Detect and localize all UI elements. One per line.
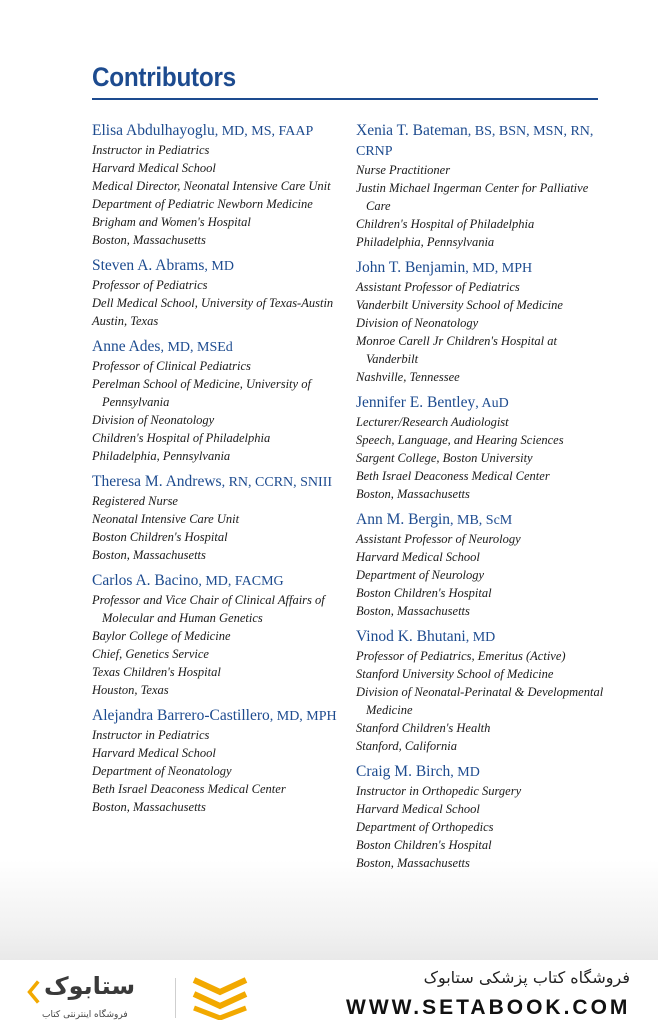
affiliation-line: Assistant Professor of Neurology xyxy=(356,532,521,546)
affiliation-line: Austin, Texas xyxy=(92,314,159,328)
contributor-entry xyxy=(92,337,342,465)
contributor-credentials: , AuD xyxy=(475,396,509,411)
affiliation-line: Children's Hospital of Philadelphia xyxy=(92,431,271,445)
affiliation-line: Department of Orthopedics xyxy=(356,820,494,834)
affiliation-line: Professor of Clinical Pediatrics xyxy=(92,359,251,373)
contributor-name xyxy=(92,337,342,357)
affiliation-line: Philadelphia, Pennsylvania xyxy=(356,235,495,249)
contributor-entry xyxy=(356,258,606,386)
contributor-entry xyxy=(356,121,606,251)
affiliation-line: Boston Children's Hospital xyxy=(356,586,492,600)
divider xyxy=(175,978,176,1018)
affiliation-line: Beth Israel Deaconess Medical Center xyxy=(356,469,550,483)
affiliation-line: Houston, Texas xyxy=(92,683,169,697)
affiliation-line: Nashville, Tennessee xyxy=(356,370,460,384)
affiliation-line: Boston, Massachusetts xyxy=(92,800,206,814)
affiliation-line: Lecturer/Research Audiologist xyxy=(356,415,509,429)
contributor-name xyxy=(92,706,342,726)
contributors-left-column xyxy=(92,121,342,823)
affiliation-line: Instructor in Pediatrics xyxy=(92,143,210,157)
store-url[interactable]: WWW.SETABOOK.COM xyxy=(346,996,631,1019)
contributor-entry xyxy=(356,510,606,620)
contributor-entry xyxy=(92,121,342,249)
contributor-fullname: Alejandra Barrero-Castillero xyxy=(92,707,270,724)
affiliation-line: Harvard Medical School xyxy=(356,550,480,564)
affiliation-line: Boston Children's Hospital xyxy=(356,838,492,852)
contributor-name xyxy=(92,571,342,591)
contributor-fullname: Steven A. Abrams xyxy=(92,257,205,274)
contributor-credentials: , MD, MPH xyxy=(465,261,533,276)
contributor-fullname: Elisa Abdulhayoglu xyxy=(92,122,215,139)
contributor-credentials: , MD, FACMG xyxy=(198,574,284,589)
affiliation-line: Harvard Medical School xyxy=(356,802,480,816)
affiliation-line: Division of Neonatology xyxy=(356,316,479,330)
affiliation-line: Assistant Professor of Pediatrics xyxy=(356,280,520,294)
affiliation-line: Perelman School of Medicine, University of Pennsylvania xyxy=(92,377,311,409)
contributor-name xyxy=(92,121,342,141)
contributor-entry xyxy=(92,571,342,699)
affiliation-line: Vanderbilt University School of Medicine xyxy=(356,298,563,312)
contributor-fullname: Vinod K. Bhutani xyxy=(356,628,466,645)
affiliation-line: Boston, Massachusetts xyxy=(356,487,470,501)
affiliation-line: Instructor in Orthopedic Surgery xyxy=(356,784,522,798)
affiliation-line: Department of Neurology xyxy=(356,568,484,582)
affiliation-line: Registered Nurse xyxy=(92,494,178,508)
contributor-credentials: , MD, MPH xyxy=(269,709,337,724)
logo-subtitle: فروشگاه اینترنتی کتاب xyxy=(42,1010,128,1020)
title-rule xyxy=(92,98,598,100)
page-title: Contributors xyxy=(92,62,236,92)
affiliation-line: Professor of Pediatrics, Emeritus (Active) xyxy=(356,649,566,663)
contributor-credentials: , MD, MS, FAAP xyxy=(214,124,314,139)
affiliation-line: Neonatal Intensive Care Unit xyxy=(92,512,240,526)
contributor-credentials: , MD xyxy=(450,765,480,780)
contributor-entry xyxy=(356,627,606,755)
contributor-credentials: , MB, ScM xyxy=(450,513,513,528)
contributor-fullname: Theresa M. Andrews xyxy=(92,473,222,490)
affiliation-line: Sargent College, Boston University xyxy=(356,451,533,465)
affiliation-line: Boston, Massachusetts xyxy=(92,548,206,562)
contributor-credentials: , BS, BSN, MSN, RN, CRNP xyxy=(356,124,594,159)
affiliation-line: Professor and Vice Chair of Clinical Affairs of Molecular and Human Genetics xyxy=(92,593,325,625)
contributor-name xyxy=(356,121,606,161)
contributor-credentials: , MD xyxy=(465,630,496,645)
affiliation-line: Dell Medical School, University of Texas-Austin xyxy=(92,296,334,310)
affiliation-line: Beth Israel Deaconess Medical Center xyxy=(92,782,286,796)
affiliation-line: Boston, Massachusetts xyxy=(356,604,470,618)
affiliation-line: Harvard Medical School xyxy=(92,161,216,175)
affiliation-line: Nurse Practitioner xyxy=(356,163,451,177)
affiliation-line: Texas Children's Hospital xyxy=(92,665,221,679)
affiliation-line: Harvard Medical School xyxy=(92,746,216,760)
logo-text: ستابوک xyxy=(44,972,136,1000)
contributor-name xyxy=(356,762,606,782)
affiliation-line: Department of Neonatology xyxy=(92,764,232,778)
affiliation-line: Speech, Language, and Hearing Sciences xyxy=(356,433,564,447)
affiliation-line: Monroe Carell Jr Children's Hospital at Vanderbilt xyxy=(356,334,557,366)
contributor-name xyxy=(356,393,606,413)
contributor-name xyxy=(356,258,606,278)
store-name: فروشگاه کتاب پزشکی ستابوک xyxy=(423,968,630,987)
contributor-name xyxy=(356,627,606,647)
affiliation-line: Brigham and Women's Hospital xyxy=(92,215,251,229)
contributor-credentials: , MD, MSEd xyxy=(160,340,233,355)
contributor-entry xyxy=(92,256,342,330)
affiliation-line: Department of Pediatric Newborn Medicine xyxy=(92,197,313,211)
contributor-fullname: Craig M. Birch xyxy=(356,763,451,780)
affiliation-line: Stanford, California xyxy=(356,739,457,753)
contributor-entry xyxy=(356,393,606,503)
contributor-name xyxy=(356,510,606,530)
affiliation-line: Children's Hospital of Philadelphia xyxy=(356,217,535,231)
affiliation-line: Boston, Massachusetts xyxy=(356,856,470,870)
contributor-credentials: , MD xyxy=(204,259,234,274)
affiliation-line: Stanford Children's Health xyxy=(356,721,491,735)
affiliation-line: Division of Neonatal-Perinatal & Developmental Medicine xyxy=(356,685,604,717)
contributor-fullname: Xenia T. Bateman xyxy=(356,122,468,139)
contributors-right-column xyxy=(356,121,606,879)
affiliation-line: Justin Michael Ingerman Center for Palliative Care xyxy=(356,181,589,213)
contributor-entry xyxy=(92,706,342,816)
affiliation-line: Stanford University School of Medicine xyxy=(356,667,554,681)
book-stack-icon xyxy=(190,974,250,1020)
contributor-fullname: Jennifer E. Bentley xyxy=(356,394,476,411)
contributor-name xyxy=(92,472,342,492)
contributor-fullname: Ann M. Bergin xyxy=(356,511,451,528)
contributor-entry xyxy=(92,472,342,564)
contributor-fullname: Carlos A. Bacino xyxy=(92,572,199,589)
affiliation-line: Boston Children's Hospital xyxy=(92,530,228,544)
affiliation-line: Medical Director, Neonatal Intensive Care Unit xyxy=(92,179,331,193)
affiliation-line: Boston, Massachusetts xyxy=(92,233,206,247)
affiliation-line: Philadelphia, Pennsylvania xyxy=(92,449,231,463)
contributor-fullname: John T. Benjamin xyxy=(356,259,466,276)
contributor-credentials: , RN, CCRN, SNIII xyxy=(221,475,333,490)
affiliation-line: Baylor College of Medicine xyxy=(92,629,231,643)
contributor-entry xyxy=(356,762,606,872)
affiliation-line: Division of Neonatology xyxy=(92,413,215,427)
contributor-fullname: Anne Ades xyxy=(92,338,161,355)
logo-chevron-icon xyxy=(26,978,40,1006)
store-banner xyxy=(0,960,658,1030)
affiliation-line: Instructor in Pediatrics xyxy=(92,728,210,742)
affiliation-line: Chief, Genetics Service xyxy=(92,647,209,661)
contributor-name xyxy=(92,256,342,276)
affiliation-line: Professor of Pediatrics xyxy=(92,278,208,292)
